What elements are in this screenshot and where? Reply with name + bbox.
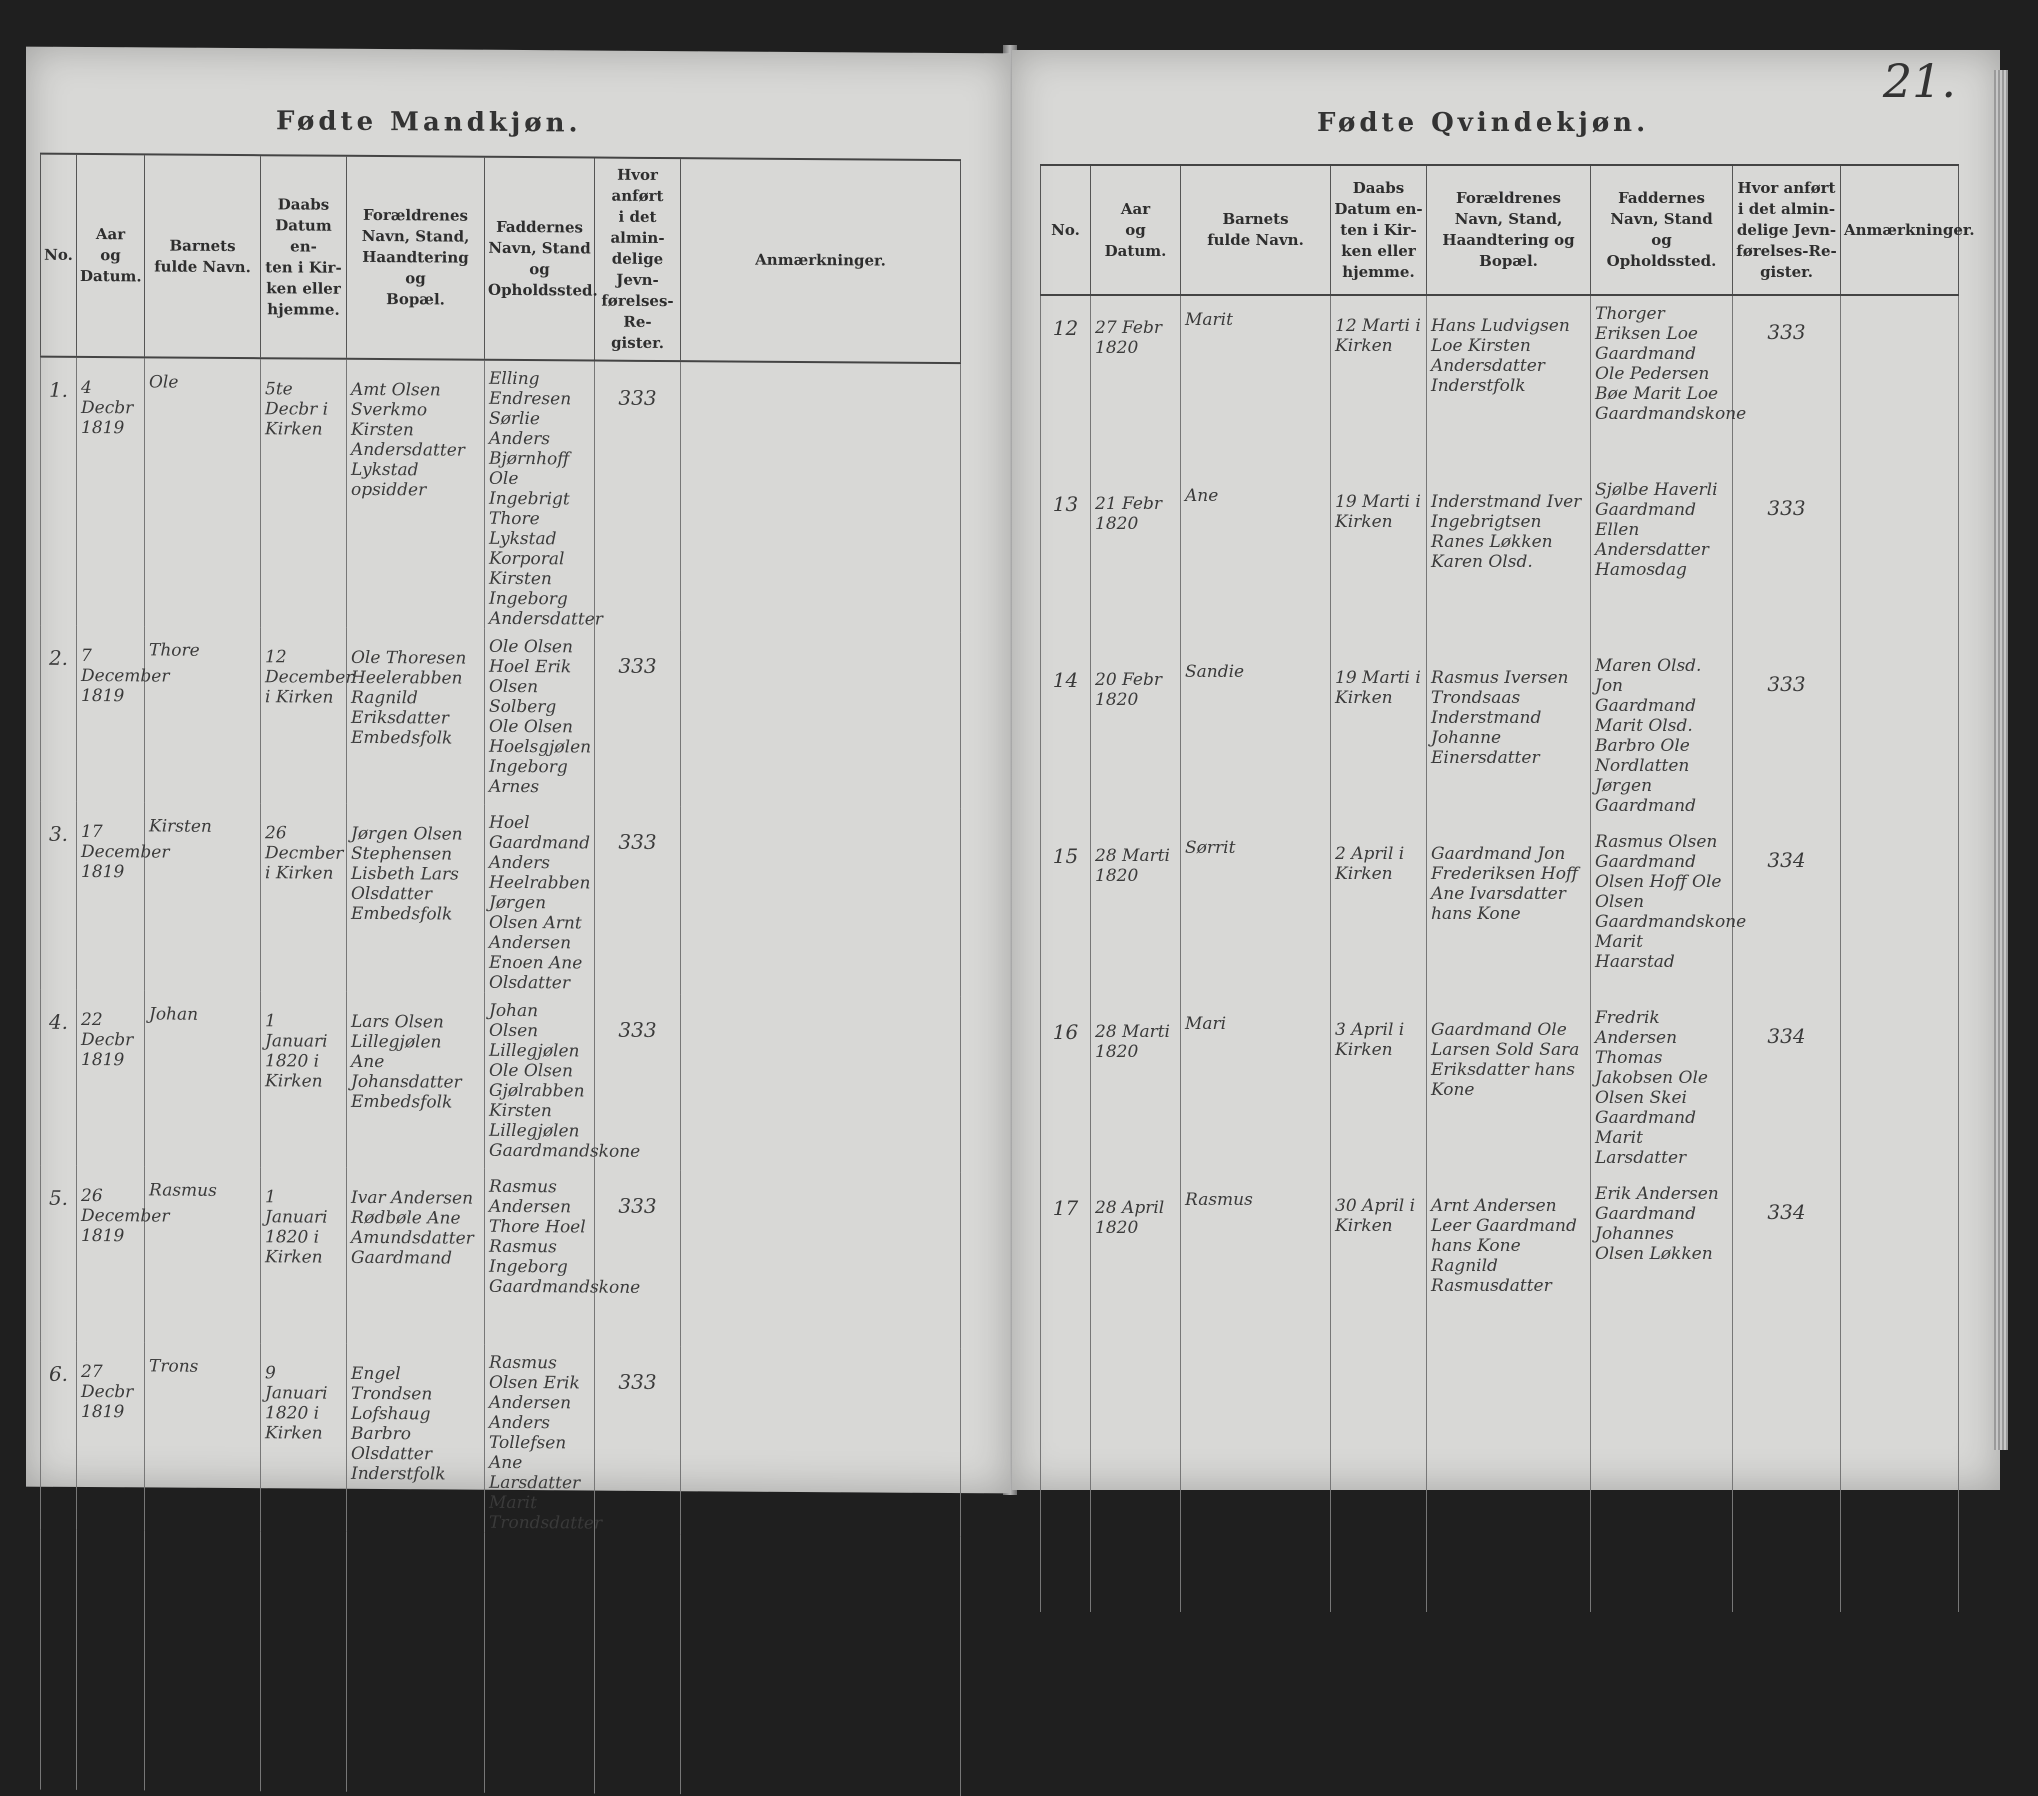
page-number: 21. <box>1882 54 1956 108</box>
entry-no: 2. <box>41 626 77 802</box>
header-baptism: Daabs Datum en- ten i Kir- ken eller hjemme. <box>261 155 347 359</box>
entry-remarks <box>1841 472 1959 648</box>
table-row <box>1041 295 1959 472</box>
entry-date: 4 Decbr 1819 <box>77 357 145 626</box>
entry-child-name: Johan <box>145 990 261 1167</box>
entry-child-name: Mari <box>1181 1000 1331 1176</box>
entry-date: 20 Febr 1820 <box>1091 648 1181 824</box>
entry-remarks <box>681 806 961 996</box>
entry-date: 28 Marti 1820 <box>1091 1000 1181 1176</box>
entry-remarks <box>681 361 961 632</box>
header-sponsors: Faddernes Navn, Stand og Opholdssted. <box>485 157 595 361</box>
header-no: No. <box>41 154 77 357</box>
header-sponsors: Faddernes Navn, Stand og Opholdssted. <box>1591 165 1733 295</box>
entry-date: 21 Febr 1820 <box>1091 472 1181 648</box>
entry-no: 13 <box>1041 472 1091 648</box>
entry-no: 3. <box>41 802 77 990</box>
entry-child-name: Sørrit <box>1181 824 1331 1000</box>
entry-baptism: 19 Marti i Kirken <box>1331 472 1427 648</box>
empty-row <box>1041 1352 1959 1612</box>
entry-no: 14 <box>1041 648 1091 824</box>
header-date: Aar og Datum. <box>1091 165 1181 295</box>
table-row <box>41 1166 961 1348</box>
entry-baptism: 3 April i Kirken <box>1331 1000 1427 1176</box>
entry-remarks <box>1841 824 1959 1000</box>
entry-remarks <box>1841 648 1959 824</box>
entry-date: 26 December 1819 <box>77 1166 145 1342</box>
entry-date: 22 Decbr 1819 <box>77 990 145 1166</box>
table-row <box>1041 1176 1959 1352</box>
header-parents: Forældrenes Navn, Stand, Haandtering og Bopæl. <box>1427 165 1591 295</box>
entry-sponsors: Maren Olsd. Jon Gaardmand Marit Olsd. Barbro Ole Nordlatten Jørgen Gaardmand <box>1591 648 1733 824</box>
entry-sponsors: Thorger Eriksen Loe Gaardmand Ole Pedersen Bøe Marit Loe Gaardmandskone <box>1591 295 1733 472</box>
entry-baptism: 12 December i Kirken <box>261 627 347 804</box>
entry-ref: 333 <box>595 994 681 1171</box>
table-row <box>41 1342 961 1536</box>
entry-no: 12 <box>1041 295 1091 472</box>
entry-sponsors: Hoel Gaardmand Anders Heelrabben Jørgen Olsen Arnt Andersen Enoen Ane Olsdatter <box>485 805 595 994</box>
entry-no: 5. <box>41 1166 77 1342</box>
entry-baptism: 30 April i Kirken <box>1331 1176 1427 1352</box>
entry-date: 27 Febr 1820 <box>1091 295 1181 472</box>
entry-ref: 333 <box>595 361 681 631</box>
entry-parents: Rasmus Iversen Trondsaas Inderstmand Johanne Einersdatter <box>1427 648 1591 824</box>
entry-remarks <box>681 630 961 808</box>
entry-ref: 334 <box>1733 824 1841 1000</box>
entry-ref: 333 <box>1733 648 1841 824</box>
entry-ref: 334 <box>1733 1176 1841 1352</box>
entry-parents: Ivar Andersen Rødbøle Ane Amundsdatter Gaardmand <box>347 1168 485 1345</box>
header-remarks: Anmærkninger. <box>681 158 961 363</box>
entry-parents: Inderstmand Iver Ingebrigtsen Ranes Løkken Karen Olsd. <box>1427 472 1591 648</box>
entry-no: 1. <box>41 357 77 626</box>
entry-ref: 333 <box>1733 295 1841 472</box>
entry-sponsors: Elling Endresen Sørlie Anders Bjørnhoff Ole Ingebrigt Thore Lykstad Korporal Kirsten Ingeborg Andersdatter <box>485 360 595 630</box>
entry-sponsors: Rasmus Olsen Erik Andersen Anders Tollefsen Ane Larsdatter Marit Trondsdatter <box>485 1345 595 1534</box>
header-date: Aar og Datum. <box>77 154 145 357</box>
entry-child-name: Kirsten <box>145 802 261 991</box>
header-no: No. <box>1041 165 1091 295</box>
empty-row <box>41 1530 961 1796</box>
entry-ref: 333 <box>595 1346 681 1535</box>
entry-date: 7 December 1819 <box>77 626 145 802</box>
right-register-table <box>1040 164 1975 1612</box>
entry-remarks <box>1841 295 1959 472</box>
entry-parents: Gaardmand Jon Frederiksen Hoff Ane Ivarsdatter hans Kone <box>1427 824 1591 1000</box>
entry-ref: 334 <box>1733 1000 1841 1176</box>
entry-child-name: Rasmus <box>145 1166 261 1343</box>
table-row <box>1041 1000 1959 1176</box>
entry-ref: 333 <box>595 630 681 807</box>
entry-no: 16 <box>1041 1000 1091 1176</box>
entry-date: 17 December 1819 <box>77 802 145 990</box>
entry-remarks <box>681 994 961 1172</box>
header-remarks: Anmærkninger. <box>1841 165 1959 295</box>
entry-parents: Amt Olsen Sverkmo Kirsten Andersdatter Lykstad opsidder <box>347 359 485 629</box>
entry-baptism: 1 Januari 1820 i Kirken <box>261 991 347 1168</box>
entry-remarks <box>1841 1176 1959 1352</box>
left-register-table <box>40 153 961 1796</box>
entry-ref: 333 <box>595 1170 681 1347</box>
entry-sponsors: Erik Andersen Gaardmand Johannes Olsen Løkken <box>1591 1176 1733 1352</box>
page-edges <box>1994 70 2008 1450</box>
entry-parents: Jørgen Olsen Stephensen Lisbeth Lars Olsdatter Embedsfolk <box>347 804 485 993</box>
entry-baptism: 26 Decmber i Kirken <box>261 803 347 992</box>
entry-child-name: Thore <box>145 626 261 803</box>
entry-ref: 333 <box>595 806 681 995</box>
header-ref: Hvor anført i det almin- delige Jevn- førelses-Re- gister. <box>1733 165 1841 295</box>
entry-baptism: 19 Marti i Kirken <box>1331 648 1427 824</box>
entry-no: 15 <box>1041 824 1091 1000</box>
entry-remarks <box>1841 1000 1959 1176</box>
entry-sponsors: Sjølbe Haverli Gaardmand Ellen Andersdatter Hamosdag <box>1591 472 1733 648</box>
header-parents: Forældrenes Navn, Stand, Haandtering og Bopæl. <box>347 156 485 360</box>
entry-child-name: Sandie <box>1181 648 1331 824</box>
table-row <box>41 626 961 808</box>
entry-baptism: 2 April i Kirken <box>1331 824 1427 1000</box>
entry-sponsors: Rasmus Andersen Thore Hoel Rasmus Ingeborg Gaardmandskone <box>485 1169 595 1346</box>
entry-parents: Ole Thoresen Heelerabben Ragnild Eriksdatter Embedsfolk <box>347 628 485 805</box>
left-page <box>26 47 1010 1534</box>
entry-child-name: Marit <box>1181 295 1331 472</box>
entry-remarks <box>681 1346 961 1536</box>
entry-parents: Gaardmand Ole Larsen Sold Sara Eriksdatter hans Kone <box>1427 1000 1591 1176</box>
entry-child-name: Rasmus <box>1181 1176 1331 1352</box>
entry-baptism: 5te Decbr i Kirken <box>261 358 347 628</box>
entry-parents: Engel Trondsen Lofshaug Barbro Olsdatter Inderstfolk <box>347 1344 485 1533</box>
table-row <box>1041 648 1959 824</box>
entry-no: 4. <box>41 990 77 1166</box>
entry-ref: 333 <box>1733 472 1841 648</box>
table-row <box>41 802 961 996</box>
entry-sponsors: Ole Olsen Hoel Erik Olsen Solberg Ole Olsen Hoelsgjølen Ingeborg Arnes <box>485 629 595 806</box>
entry-date: 28 April 1820 <box>1091 1176 1181 1352</box>
entry-child-name: Ane <box>1181 472 1331 648</box>
entry-no: 17 <box>1041 1176 1091 1352</box>
entry-date: 28 Marti 1820 <box>1091 824 1181 1000</box>
entry-parents: Hans Ludvigsen Loe Kirsten Andersdatter Inderstfolk <box>1427 295 1591 472</box>
entry-sponsors: Rasmus Olsen Gaardmand Olsen Hoff Ole Olsen Gaardmandskone Marit Haarstad <box>1591 824 1733 1000</box>
entry-child-name: Trons <box>145 1342 261 1531</box>
entry-child-name: Ole <box>145 357 261 627</box>
header-name: Barnets fulde Navn. <box>1181 165 1331 295</box>
entry-no: 6. <box>41 1342 77 1530</box>
table-row <box>1041 824 1959 1000</box>
entry-parents: Arnt Andersen Leer Gaardmand hans Kone Ragnild Rasmusdatter <box>1427 1176 1591 1352</box>
table-row <box>41 357 961 632</box>
entry-sponsors: Johan Olsen Lillegjølen Ole Olsen Gjølrabben Kirsten Lillegjølen Gaardmandskone <box>485 993 595 1170</box>
entry-remarks <box>681 1170 961 1348</box>
entry-date: 27 Decbr 1819 <box>77 1342 145 1530</box>
header-baptism: Daabs Datum en- ten i Kir- ken eller hjemme. <box>1331 165 1427 295</box>
entry-baptism: 9 Januari 1820 i Kirken <box>261 1343 347 1532</box>
right-page-title: Fødte Qvindekjøn. <box>1317 108 1650 138</box>
table-row <box>41 990 961 1172</box>
left-page-title: Fødte Mandkjøn. <box>276 106 582 139</box>
table-row <box>1041 472 1959 648</box>
entry-baptism: 12 Marti i Kirken <box>1331 295 1427 472</box>
entry-baptism: 1 Januari 1820 i Kirken <box>261 1167 347 1344</box>
entry-parents: Lars Olsen Lillegjølen Ane Johansdatter Embedsfolk <box>347 992 485 1169</box>
header-ref: Hvor anført i det almin- delige Jevn- førelses-Re- gister. <box>595 158 681 362</box>
entry-sponsors: Fredrik Andersen Thomas Jakobsen Ole Olsen Skei Gaardmand Marit Larsdatter <box>1591 1000 1733 1176</box>
header-name: Barnets fulde Navn. <box>145 154 261 358</box>
right-page <box>1012 50 2000 1490</box>
